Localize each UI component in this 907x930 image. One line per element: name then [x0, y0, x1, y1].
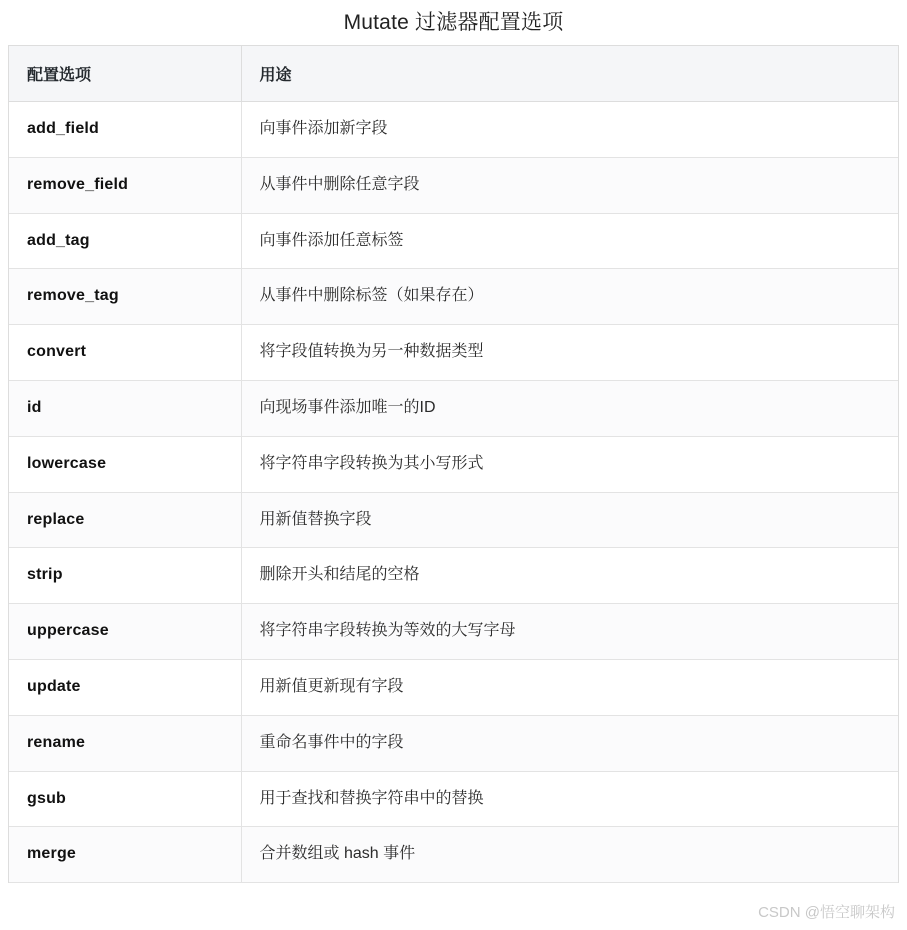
cell-purpose: 向现场事件添加唯一的ID: [241, 380, 898, 436]
table-row: [9, 269, 898, 325]
page-title: Mutate 过滤器配置选项: [343, 11, 564, 34]
cell-option: update: [9, 659, 241, 715]
cell-option: strip: [9, 548, 241, 604]
cell-purpose: 重命名事件中的字段: [241, 715, 898, 771]
cell-option: add_field: [9, 102, 241, 158]
cell-option: replace: [9, 492, 241, 548]
column-header-option: 配置选项: [9, 46, 241, 102]
table-row: [9, 659, 898, 715]
config-options-table-wrapper: [8, 45, 899, 883]
cell-option: remove_tag: [9, 269, 241, 325]
table-row: [9, 325, 898, 381]
cell-option: add_tag: [9, 213, 241, 269]
cell-option: lowercase: [9, 436, 241, 492]
cell-purpose: 将字符串字段转换为其小写形式: [241, 436, 898, 492]
cell-option: remove_field: [9, 157, 241, 213]
table-row: [9, 548, 898, 604]
table-header-row: [9, 46, 898, 102]
cell-purpose: 用新值更新现有字段: [241, 659, 898, 715]
cell-purpose: 向事件添加新字段: [241, 102, 898, 158]
config-options-table: [9, 46, 898, 883]
cell-option: convert: [9, 325, 241, 381]
cell-option: id: [9, 380, 241, 436]
table-row: [9, 604, 898, 660]
table-row: [9, 771, 898, 827]
cell-option: rename: [9, 715, 241, 771]
table-row: [9, 157, 898, 213]
table-row: [9, 715, 898, 771]
table-row: [9, 102, 898, 158]
column-header-purpose: 用途: [241, 46, 898, 102]
cell-option: gsub: [9, 771, 241, 827]
table-row: [9, 436, 898, 492]
cell-purpose: 将字符串字段转换为等效的大写字母: [241, 604, 898, 660]
table-row: [9, 380, 898, 436]
cell-purpose: 将字段值转换为另一种数据类型: [241, 325, 898, 381]
cell-purpose: 从事件中删除任意字段: [241, 157, 898, 213]
cell-purpose: 合并数组或 hash 事件: [241, 827, 898, 883]
table-body: [9, 102, 898, 883]
table-head: [9, 46, 898, 102]
table-row: [9, 827, 898, 883]
cell-purpose: 用于查找和替换字符串中的替换: [241, 771, 898, 827]
cell-purpose: 用新值替换字段: [241, 492, 898, 548]
cell-purpose: 删除开头和结尾的空格: [241, 548, 898, 604]
table-row: [9, 492, 898, 548]
cell-purpose: 向事件添加任意标签: [241, 213, 898, 269]
cell-purpose: 从事件中删除标签（如果存在）: [241, 269, 898, 325]
table-row: [9, 213, 898, 269]
cell-option: merge: [9, 827, 241, 883]
cell-option: uppercase: [9, 604, 241, 660]
watermark: CSDN @悟空聊架构: [758, 904, 895, 921]
